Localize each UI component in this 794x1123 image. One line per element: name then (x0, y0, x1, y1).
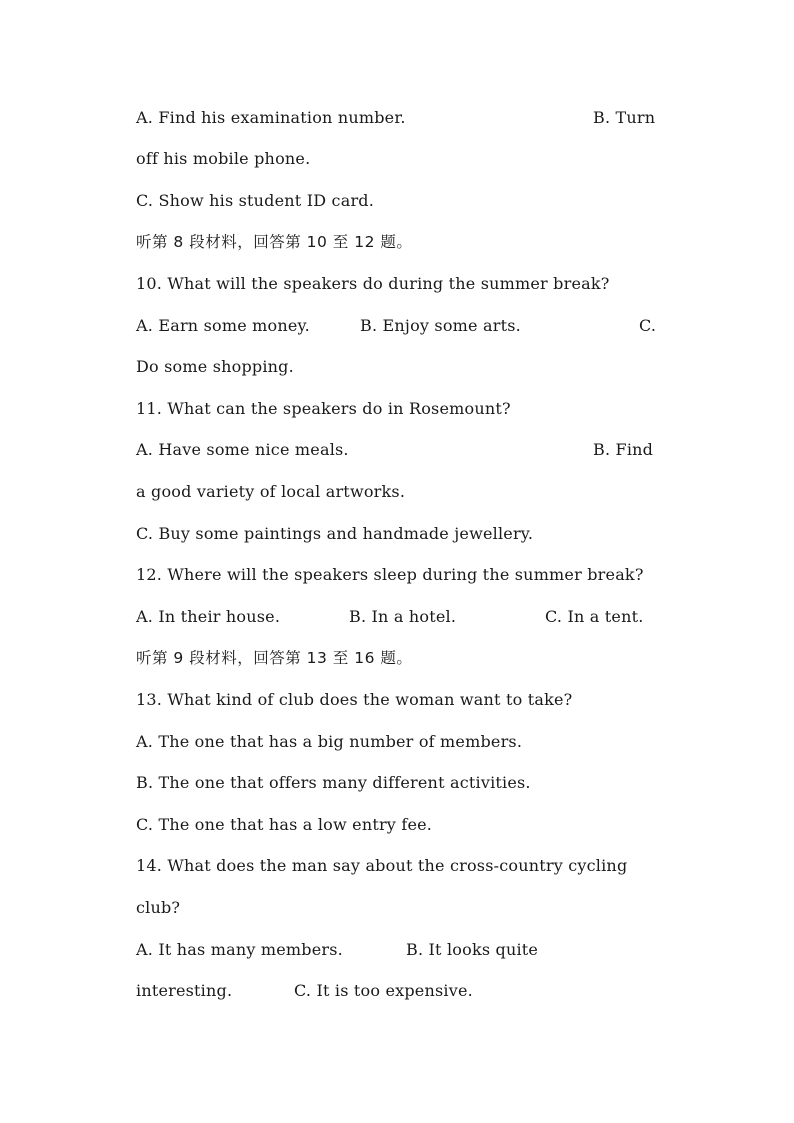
question-12 (136, 562, 658, 588)
question-10 (136, 271, 658, 297)
question-text: 14. What does the man say about the cross-country cycling (136, 856, 628, 875)
option-a: A. Find his examination number. (136, 108, 406, 127)
option-c: C. It is too expensive. (294, 981, 473, 1000)
option-b-continued: off his mobile phone. (136, 149, 311, 168)
question-text-continued: club? (136, 898, 181, 917)
option-c-label: C. (639, 316, 657, 335)
q14-options-line-2 (136, 978, 658, 1004)
q10-options-line-2 (136, 354, 658, 380)
option-c: C. Buy some paintings and handmade jewellery. (136, 524, 534, 543)
question-text: 11. What can the speakers do in Rosemount? (136, 399, 511, 418)
option-b: B. Turn (593, 108, 656, 127)
option-b: B. The one that offers many different activities. (136, 773, 531, 792)
question-11 (136, 396, 658, 422)
option-b: B. It looks quite (406, 940, 539, 959)
section-instruction-9 (136, 645, 658, 671)
q10-options-line-1 (136, 313, 658, 339)
option-b-continued: interesting. (136, 981, 233, 1000)
question-14-continued (136, 895, 658, 921)
q9-options-line-1 (136, 105, 658, 131)
option-a: A. The one that has a big number of members. (136, 732, 523, 751)
option-a: A. Earn some money. (136, 316, 310, 335)
q9-options-line-2 (136, 146, 658, 172)
option-a: A. It has many members. (136, 940, 343, 959)
q13-option-a-line (136, 729, 658, 755)
option-c: C. In a tent. (545, 607, 644, 626)
option-a: A. In their house. (136, 607, 281, 626)
question-text: 13. What kind of club does the woman want to take? (136, 690, 573, 709)
option-c-continued: Do some shopping. (136, 357, 294, 376)
question-text: 10. What will the speakers do during the summer break? (136, 274, 610, 293)
option-c: C. Show his student ID card. (136, 191, 375, 210)
q9-option-c-line (136, 188, 658, 214)
option-b: B. Enjoy some arts. (360, 316, 521, 335)
instruction-text: 听第 9 段材料，回答第 13 至 16 题。 (136, 649, 413, 667)
q14-options-line-1 (136, 937, 658, 963)
q13-option-b-line (136, 770, 658, 796)
q11-options-line-2 (136, 479, 658, 505)
option-b: B. In a hotel. (349, 607, 457, 626)
option-b-continued: a good variety of local artworks. (136, 482, 406, 501)
q12-options-line (136, 604, 658, 630)
question-13 (136, 687, 658, 713)
q11-options-line-1 (136, 437, 658, 463)
question-14 (136, 853, 658, 879)
question-text: 12. Where will the speakers sleep during the summer break? (136, 565, 644, 584)
option-c: C. The one that has a low entry fee. (136, 815, 433, 834)
q11-option-c-line (136, 521, 658, 547)
q13-option-c-line (136, 812, 658, 838)
instruction-text: 听第 8 段材料，回答第 10 至 12 题。 (136, 233, 413, 251)
option-b: B. Find (593, 440, 654, 459)
section-instruction-8 (136, 229, 658, 255)
option-a: A. Have some nice meals. (136, 440, 349, 459)
